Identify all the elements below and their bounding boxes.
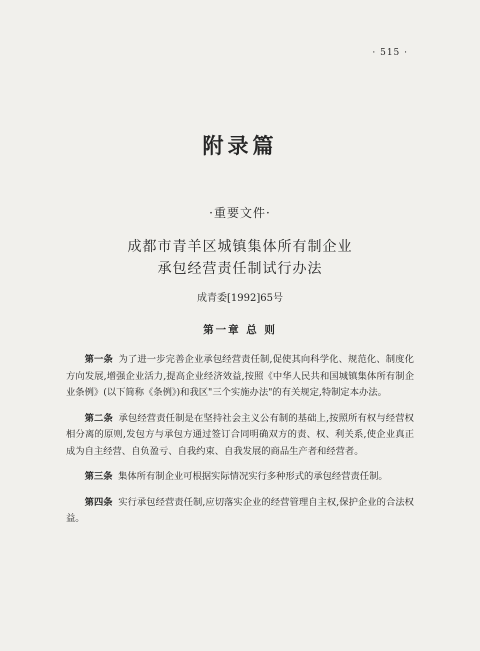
article-text: 实行承包经营责任制,应切落实企业的经营管理自主权,保护企业的合法权益。 [66, 497, 414, 525]
page-number: · 515 · [372, 48, 408, 58]
document-title-line-2: 承包经营责任制试行办法 [157, 261, 323, 277]
article-label: 第三条 [84, 471, 113, 483]
appendix-title: 附录篇 [202, 133, 278, 158]
articles [66, 343, 414, 533]
chapter-title: 第一章 总 则 [203, 324, 277, 336]
article-label: 第四条 [84, 497, 113, 509]
article-label: 第一条 [84, 354, 113, 366]
article-text: 为了进一步完善企业承包经营责任制,促使其向科学化、规范化、制度化方向发展,增强企业活力,提高企业经济效益,按照《中华人民共和国城镇集体所有制企业条例》(以下简称《条例》)和我区"三个实施办法"的有关规定,特制定本办法。 [66, 354, 414, 399]
article-2 [66, 411, 414, 460]
section-label: ·重要文件· [209, 206, 271, 220]
document-title-line-1: 成都市青羊区城镇集体所有制企业 [127, 239, 353, 255]
document-title [0, 236, 480, 280]
article-1 [66, 352, 414, 401]
article-label: 第二条 [84, 412, 113, 424]
article-4 [66, 495, 414, 528]
article-text: 承包经营责任制是在坚持社会主义公有制的基础上,按照所有权与经营权相分离的原则,发包方与承包方通过签订合同明确双方的责、权、利关系,使企业真正成为自主经营、自负盈亏、自我约束、自我发展的商品生产者和经营者。 [66, 412, 414, 457]
article-text: 集体所有制企业可根据实际情况实行多种形式的承包经营责任制。 [118, 471, 388, 483]
article-3 [66, 469, 414, 485]
document-number: 成青委[1992]65号 [197, 293, 283, 304]
